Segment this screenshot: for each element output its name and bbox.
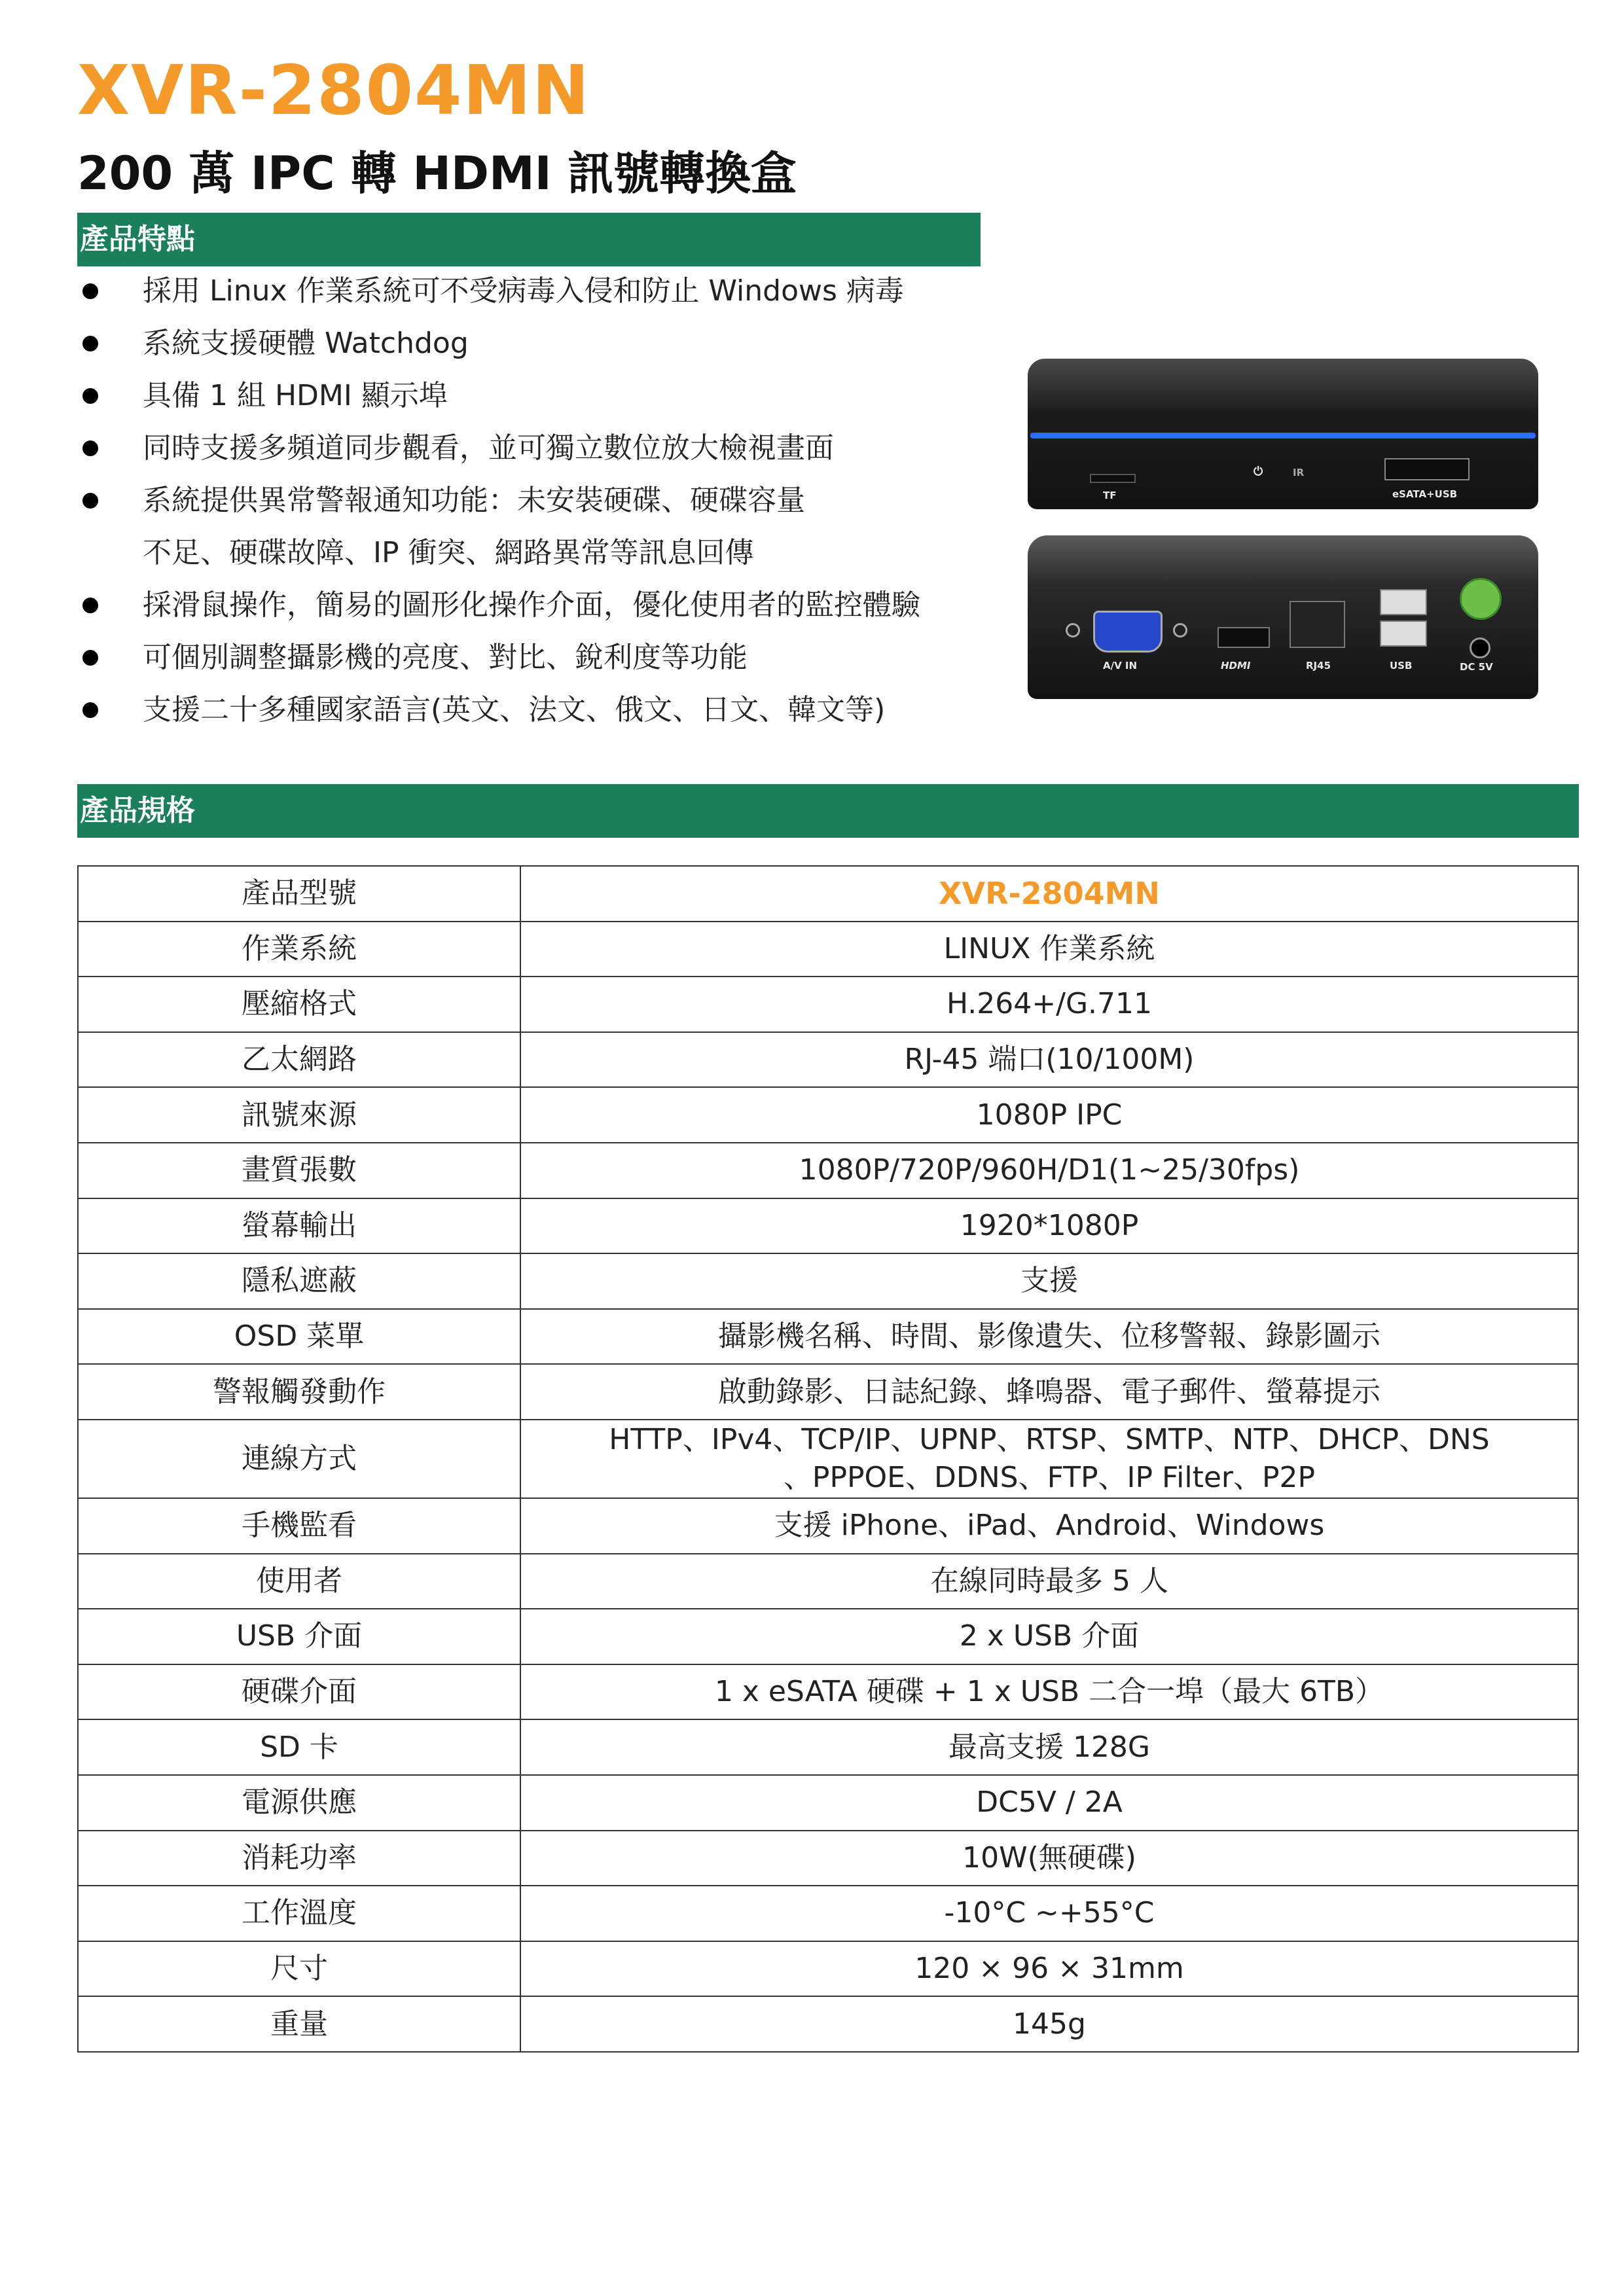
table-row	[78, 1719, 1578, 1775]
certification-sticker	[1460, 578, 1502, 620]
spec-value: XVR-2804MN	[520, 866, 1578, 922]
spec-table	[77, 865, 1579, 2053]
spec-key: 消耗功率	[78, 1831, 520, 1886]
spec-value: 145g	[520, 1996, 1578, 2052]
feature-item: 採滑鼠操作，簡易的圖形化操作介面，優化使用者的監控體驗	[77, 579, 994, 632]
bullet-icon	[82, 598, 98, 613]
feature-item: 系統支援硬體 Watchdog	[77, 317, 994, 370]
spec-value: 120 × 96 × 31mm	[520, 1941, 1578, 1997]
spec-key: 手機監看	[78, 1498, 520, 1554]
spec-key: 警報觸發動作	[78, 1364, 520, 1420]
spec-value	[520, 1420, 1578, 1498]
tf-label: TF	[1103, 490, 1117, 501]
spec-value: 1 x eSATA 硬碟 + 1 x USB 二合一埠（最大 6TB）	[520, 1664, 1578, 1720]
bullet-icon	[82, 283, 98, 299]
spec-key: 乙太網路	[78, 1032, 520, 1088]
feature-item: 支援二十多種國家語言(英文、法文、俄文、日文、韓文等)	[77, 684, 994, 736]
feature-list	[77, 265, 994, 736]
spec-key: 使用者	[78, 1554, 520, 1609]
table-row	[78, 1420, 1578, 1498]
dc-jack	[1470, 637, 1490, 658]
feature-item-continuation: 不足、硬碟故障、IP 衝突、網路異常等訊息回傳	[143, 536, 754, 569]
spec-value: 最高支援 128G	[520, 1719, 1578, 1775]
vga-port	[1093, 611, 1163, 653]
table-row	[78, 1941, 1578, 1997]
table-row	[78, 1554, 1578, 1609]
table-row	[78, 1032, 1578, 1088]
bullet-icon	[82, 493, 98, 509]
table-row	[78, 1198, 1578, 1254]
product-image	[1028, 359, 1538, 699]
bullet-icon	[82, 650, 98, 666]
spec-key: 訊號來源	[78, 1087, 520, 1143]
hdmi-label: HDMI	[1221, 660, 1251, 672]
table-row	[78, 1087, 1578, 1143]
power-icon: ⏻	[1254, 465, 1263, 478]
table-row	[78, 1609, 1578, 1664]
usb-label: USB	[1390, 660, 1413, 672]
table-row	[78, 1309, 1578, 1365]
spec-value: 在線同時最多 5 人	[520, 1554, 1578, 1609]
spec-key: SD 卡	[78, 1719, 520, 1775]
feature-item: 同時支援多頻道同步觀看，並可獨立數位放大檢視畫面	[77, 422, 994, 475]
spec-value-line: HTTP、IPv4、TCP/IP、UPNP、RTSP、SMTP、NTP、DHCP、DNS	[609, 1422, 1490, 1456]
product-subtitle: 200 萬 IPC 轉 HDMI 訊號轉換盒	[77, 147, 797, 200]
av-in-label: A/V IN	[1103, 660, 1138, 672]
bullet-icon	[82, 702, 98, 718]
table-row	[78, 922, 1578, 977]
bullet-icon	[82, 440, 98, 456]
feature-item: 可個別調整攝影機的亮度、對比、銳利度等功能	[77, 632, 994, 684]
ir-label: IR	[1293, 467, 1305, 478]
table-row	[78, 1775, 1578, 1831]
spec-key: 連線方式	[78, 1420, 520, 1498]
table-row	[78, 1886, 1578, 1941]
rj45-label: RJ45	[1306, 660, 1331, 672]
screw-icon	[1173, 623, 1187, 637]
feature-item: 具備 1 組 HDMI 顯示埠	[77, 370, 994, 422]
spec-value: H.264+/G.711	[520, 977, 1578, 1032]
esata-label: eSATA+USB	[1392, 488, 1458, 500]
hdmi-port	[1218, 627, 1270, 648]
table-row	[78, 1498, 1578, 1554]
spec-key: 電源供應	[78, 1775, 520, 1831]
rj45-port	[1290, 601, 1345, 648]
device-back-view	[1028, 535, 1538, 699]
spec-value: 支援 iPhone、iPad、Android、Windows	[520, 1498, 1578, 1554]
table-row	[78, 1143, 1578, 1198]
table-row	[78, 1664, 1578, 1720]
spec-section-header: 產品規格	[77, 784, 1579, 838]
spec-key: 工作溫度	[78, 1886, 520, 1941]
bullet-icon	[82, 388, 98, 404]
spec-key: 隱私遮蔽	[78, 1253, 520, 1309]
feature-item: 採用 Linux 作業系統可不受病毒入侵和防止 Windows 病毒	[77, 265, 994, 317]
spec-key: 作業系統	[78, 922, 520, 977]
spec-value: RJ-45 端口(10/100M)	[520, 1032, 1578, 1088]
table-row	[78, 1831, 1578, 1886]
blue-led-stripe	[1030, 433, 1536, 439]
table-row	[78, 1364, 1578, 1420]
spec-value: 支援	[520, 1253, 1578, 1309]
device-front-view	[1028, 359, 1538, 509]
spec-key: 產品型號	[78, 866, 520, 922]
feature-item: 系統提供異常警報通知功能：未安裝硬碟、硬碟容量	[77, 475, 994, 527]
bullet-icon	[82, 336, 98, 351]
table-row	[78, 866, 1578, 922]
spec-value: LINUX 作業系統	[520, 922, 1578, 977]
usb-port	[1380, 589, 1427, 615]
spec-key: 螢幕輸出	[78, 1198, 520, 1254]
spec-key: 重量	[78, 1996, 520, 2052]
spec-value: 2 x USB 介面	[520, 1609, 1578, 1664]
spec-key: OSD 菜單	[78, 1309, 520, 1365]
spec-key: 尺寸	[78, 1941, 520, 1997]
screw-icon	[1066, 623, 1080, 637]
spec-value: 1080P/720P/960H/D1(1~25/30fps)	[520, 1143, 1578, 1198]
usb-port	[1380, 620, 1427, 647]
model-title: XVR-2804MN	[77, 50, 590, 130]
spec-key: 硬碟介面	[78, 1664, 520, 1720]
spec-value: 啟動錄影、日誌紀錄、蜂鳴器、電子郵件、螢幕提示	[520, 1364, 1578, 1420]
features-section-header: 產品特點	[77, 213, 981, 266]
spec-value: DC5V / 2A	[520, 1775, 1578, 1831]
table-row	[78, 977, 1578, 1032]
spec-value-line: 、PPPOE、DDNS、FTP、IP Filter、P2P	[783, 1460, 1316, 1494]
spec-key: USB 介面	[78, 1609, 520, 1664]
spec-value: 攝影機名稱、時間、影像遺失、位移警報、錄影圖示	[520, 1309, 1578, 1365]
table-row	[78, 1253, 1578, 1309]
spec-value: 10W(無硬碟)	[520, 1831, 1578, 1886]
spec-value: -10°C ~+55°C	[520, 1886, 1578, 1941]
spec-value: 1080P IPC	[520, 1087, 1578, 1143]
table-row	[78, 1996, 1578, 2052]
tf-slot	[1090, 474, 1136, 483]
spec-value: 1920*1080P	[520, 1198, 1578, 1254]
spec-key: 畫質張數	[78, 1143, 520, 1198]
esata-usb-port	[1384, 458, 1470, 480]
dc-label: DC 5V	[1460, 661, 1493, 673]
spec-key: 壓縮格式	[78, 977, 520, 1032]
